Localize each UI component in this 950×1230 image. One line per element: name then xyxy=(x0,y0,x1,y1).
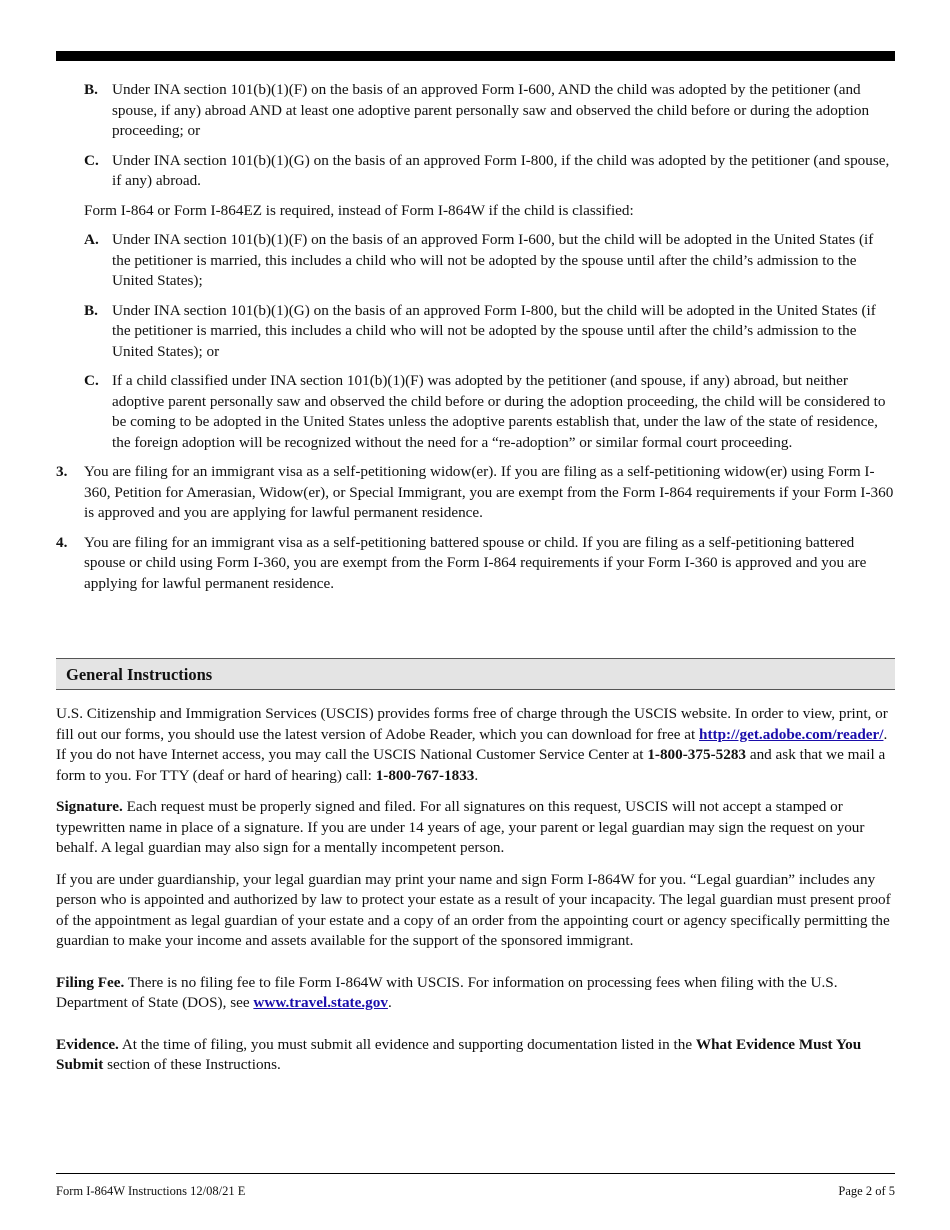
item-number: 4. xyxy=(56,533,68,551)
text-run: section of these Instructions. xyxy=(103,1056,281,1073)
spacer xyxy=(56,1025,895,1035)
list-item-c-i800 xyxy=(56,151,895,192)
customer-service-phone: 1-800-375-5283 xyxy=(647,746,747,763)
list-item-a-required xyxy=(56,230,895,292)
spacer xyxy=(56,963,895,973)
signature-heading: Signature. xyxy=(56,798,123,815)
item-text: Under INA section 101(b)(1)(G) on the basis of an approved Form I-800, if the child was adopted by the petitioner (and spouse, if any) abroad. xyxy=(112,151,890,189)
text-run: . xyxy=(474,766,479,784)
section-title: General Instructions xyxy=(66,665,213,684)
item-label: B. xyxy=(84,81,98,98)
text-run: There is no filing fee to file Form I-864W with USCIS. For information on processing fees when filing with the U.S. Department of State (DOS), see xyxy=(56,973,838,1011)
filing-fee-heading: Filing Fee. xyxy=(56,973,125,991)
required-intro: Form I-864 or Form I-864EZ is required, instead of Form I-864W if the child is classified: xyxy=(84,201,634,219)
upper-content xyxy=(56,80,895,603)
item-text: You are filing for an immigrant visa as a self-petitioning battered spouse or child. If you are filing as a self-petitioning battered spouse or child using Form I-360, you are exempt from the Form I-864 requirements if your Form I-360 is approved and you are applying for lawful permanent residence. xyxy=(84,533,867,592)
evidence-paragraph xyxy=(56,1035,895,1076)
item-text: Under INA section 101(b)(1)(F) on the basis of an approved Form I-600, AND the child was adopted by the petitioner (and spouse, if any) abroad AND at least one adoptive parent personally saw and observed the child before or during the adoption proceeding; or xyxy=(112,81,870,139)
text-run: and ask that we mail a form to you. For TTY (deaf or hard of hearing) call: xyxy=(56,746,886,784)
item-text: Under INA section 101(b)(1)(F) on the basis of an approved Form I-600, but the child will be adopted in the United States (if the petitioner is married, this includes a child who will not be adopted by the spouse until after the child’s admission to the United States); xyxy=(112,231,874,289)
guardian-paragraph: If you are under guardianship, your legal guardian may print your name and sign Form I-864W for you. “Legal guardian” includes any person who is appointed and authorized by law to protect your estate as a result of your incapacity. The legal guardian must present proof of the appointment as legal guardian of your estate and a copy of an order from the appointing court or agency specifically permitting the guardian to make your income and assets available for the support of the sponsored immigrant. xyxy=(56,870,891,949)
travel-state-link[interactable]: www.travel.state.gov xyxy=(253,994,388,1011)
item-number: 3. xyxy=(56,463,68,480)
list-item-b-i600 xyxy=(56,80,895,142)
list-item-4-battered xyxy=(56,533,895,595)
signature-paragraph xyxy=(56,797,895,859)
item-label: A. xyxy=(84,231,99,248)
evidence-section-ref: What Evidence Must You Submit xyxy=(56,1035,862,1073)
list-item-b-required xyxy=(56,301,895,363)
item-label: B. xyxy=(84,301,98,319)
evidence-heading: Evidence. xyxy=(56,1035,119,1053)
item-text: You are filing for an immigrant visa as a self-petitioning widow(er). If you are filing as a self-petitioning widow(er) using Form I-360, Petition for Amerasian, Widow(er), or Special Immigrant, you are exempt from the Form I-864 requirements if your Form I-360 is approved and you are applying for lawful permanent residence. xyxy=(84,463,894,521)
page-number: Page 2 of 5 xyxy=(838,1184,895,1198)
item-label: C. xyxy=(84,372,99,389)
form-edition-footer: Form I-864W Instructions 12/08/21 E xyxy=(56,1184,246,1198)
text-run: Each request must be properly signed and filed. For all signatures on this request, USCIS will not accept a stamped or typewritten name in place of a signature. If you are under 14 years of age, your parent or legal guardian may sign the request on your behalf. A legal guardian may also sign for a mentally incompetent person. xyxy=(56,798,865,856)
top-rule xyxy=(56,51,895,61)
general-instructions-body xyxy=(56,704,895,1087)
item-text: Under INA section 101(b)(1)(G) on the basis of an approved Form I-800, but the child will be adopted in the United States (if the petitioner is married, this includes a child who will not be adopted by the spouse until after the child’s admission to the United States); or xyxy=(112,301,876,360)
list-item-c-required xyxy=(56,371,895,453)
text-run: At the time of filing, you must submit all evidence and supporting documentation listed in the xyxy=(118,1035,696,1053)
forms-paragraph xyxy=(56,704,895,786)
adobe-reader-link[interactable]: http://get.adobe.com/reader/ xyxy=(699,725,884,743)
list-item-3-widower xyxy=(56,462,895,524)
footer-rule xyxy=(56,1173,895,1174)
item-text: If a child classified under INA section 101(b)(1)(F) was adopted by the petitioner (and spouse, if any) abroad, but neither adoptive parent personally saw and observed the child before or during the adoption proceeding, the child will be considered to be coming to be adopted in the United States unless the adoptive parents establish that, under the law of the state of residence, the foreign adoption will be recognized without the need for a “re-adoption” or similar formal court proceeding. xyxy=(112,372,886,451)
text-run: U.S. Citizenship and Immigration Services (USCIS) provides forms free of charge through the USCIS website. In order to view, print, or fill out our forms, you should use the latest version of Adobe Reader, which you can download for free at xyxy=(56,705,888,743)
tty-phone: 1-800-767-1833 xyxy=(375,766,475,784)
filing-fee-paragraph xyxy=(56,973,895,1014)
section-header-bar xyxy=(56,658,895,690)
item-label: C. xyxy=(84,151,99,169)
text-run: . If you do not have Internet access, you may call the USCIS National Customer Service Center at xyxy=(56,725,888,763)
text-run: . xyxy=(387,994,392,1011)
